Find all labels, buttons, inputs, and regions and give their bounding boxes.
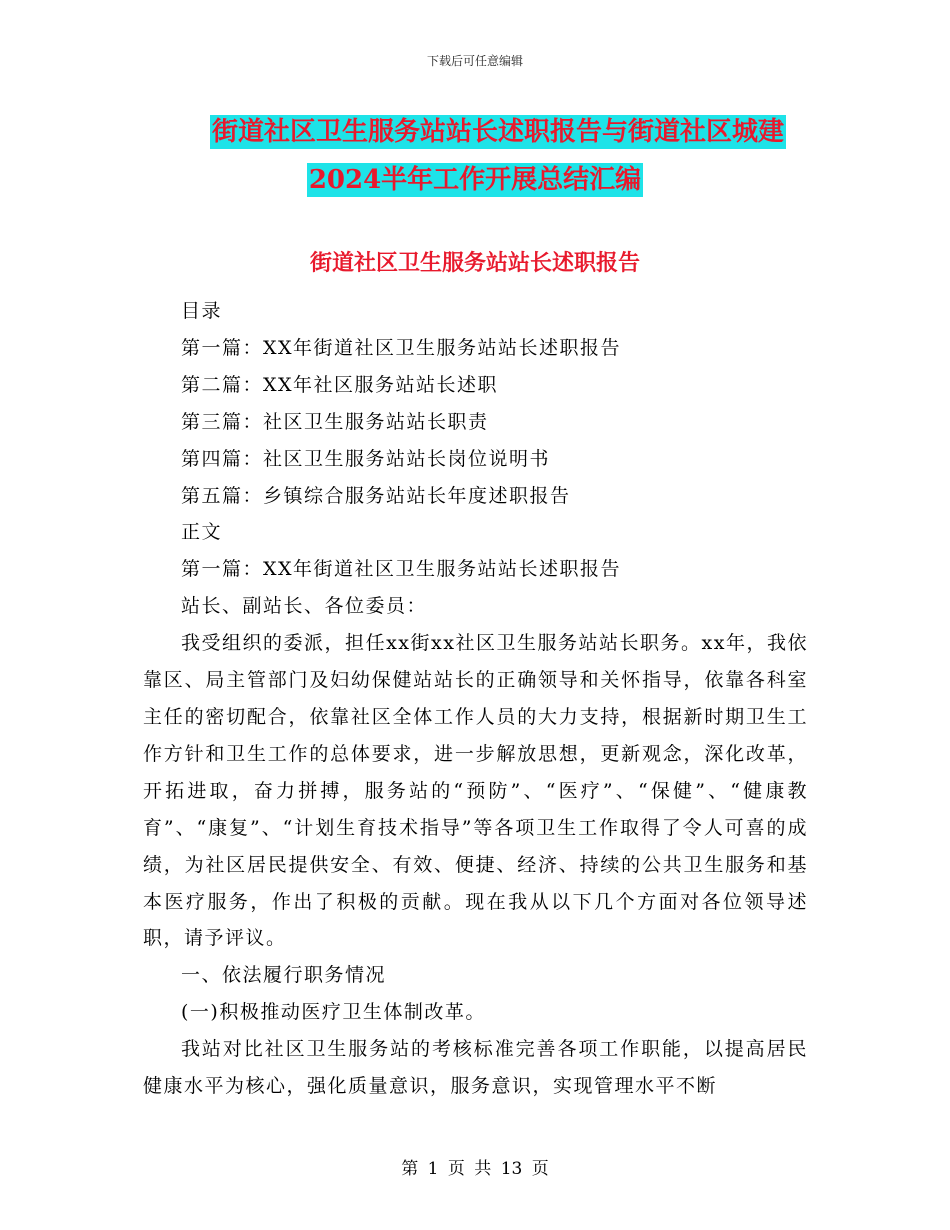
toc-heading: 目录 bbox=[181, 300, 223, 322]
document-title bbox=[0, 108, 950, 204]
chapter-title: 第一篇：XX年街道社区卫生服务站站长述职报告 bbox=[181, 558, 622, 581]
page-header-note: 下载后可任意编辑 bbox=[426, 54, 523, 68]
subsection-heading: (一)积极推动医疗卫生体制改革。 bbox=[181, 1001, 486, 1024]
body-paragraph: 我受组织的委派，担任xx街xx社区卫生服务站站长职务。xx年，我依靠区、局主管部门及妇幼保健站站长的正确领导和关怀指导，依靠各科室主任的密切配合，依靠社区全体工作人员的大力支持，根据新时期卫生工作方针和卫生工作的总体要求，进一步解放思想，更新观念，深化改革，开拓进取，奋力拼搏，服务站的“预防”、“医疗”、“保健”、“健康教育”、“康复”、“计划生育技术指导”等各项卫生工作取得了令人可喜的成绩，为社区居民提供安全、有效、便捷、经济、持续的公共卫生服务和基本医疗服务，作出了积极的贡献。现在我从以下几个方面对各位领导述职，请予评议。 bbox=[143, 632, 808, 950]
body-heading: 正文 bbox=[181, 521, 223, 544]
body-paragraph: 我站对比社区卫生服务站的考核标准完善各项工作职能，以提高居民健康水平为核心，强化质量意识，服务意识，实现管理水平不断 bbox=[143, 1038, 808, 1098]
document-title-line-1: 街道社区卫生服务站站长述职报告与街道社区城建 bbox=[211, 117, 784, 147]
toc-item-4: 第四篇：社区卫生服务站站长岗位说明书 bbox=[181, 447, 551, 470]
toc-item-1: 第一篇：XX年街道社区卫生服务站站长述职报告 bbox=[181, 336, 622, 359]
section-heading: 一、依法履行职务情况 bbox=[181, 964, 387, 987]
document-title-line-2: 2024半年工作开展总结汇编 bbox=[308, 165, 642, 195]
toc-item-2: 第二篇：XX年社区服务站站长述职 bbox=[181, 373, 499, 396]
toc-item-5: 第五篇：乡镇综合服务站站长年度述职报告 bbox=[181, 484, 571, 507]
page-number-footer: 第 1 页 共 13 页 bbox=[401, 1159, 549, 1179]
toc-item-3: 第三篇：社区卫生服务站站长职责 bbox=[181, 410, 489, 433]
section-title: 街道社区卫生服务站站长述职报告 bbox=[309, 250, 640, 276]
salutation: 站长、副站长、各位委员： bbox=[181, 595, 428, 618]
document-body bbox=[143, 293, 808, 1105]
